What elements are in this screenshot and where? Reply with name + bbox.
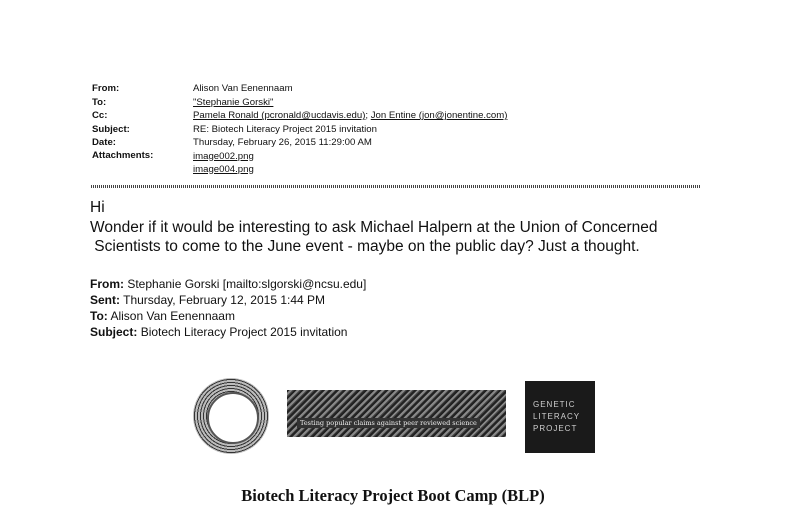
cc-link-ronald[interactable]: Pamela Ronald (pcronald@ucdavis.edu) xyxy=(193,110,366,122)
date-value: Thursday, February 26, 2015 11:29:00 AM xyxy=(193,137,372,149)
document-title: Biotech Literacy Project Boot Camp (BLP) xyxy=(241,486,545,505)
attachments-list xyxy=(193,150,254,176)
attachments-label: Attachments: xyxy=(92,149,154,161)
fwd-from-label: From: xyxy=(90,277,124,291)
fwd-from-row xyxy=(90,276,366,292)
to-value-link[interactable]: "Stephanie Gorski" xyxy=(193,96,274,108)
glp-line-3: PROJECT xyxy=(533,424,578,433)
cc-separator: ; xyxy=(365,110,369,122)
fwd-sent-value: Thursday, February 12, 2015 1:44 PM xyxy=(123,293,326,307)
header-cc-row xyxy=(92,109,507,123)
university-seal-logo xyxy=(193,378,269,454)
fwd-to-label: To: xyxy=(90,309,108,323)
header-subject-row xyxy=(92,123,507,137)
date-label: Date: xyxy=(92,137,116,149)
header-attachments-row xyxy=(92,150,507,176)
fwd-subject-row xyxy=(90,324,366,340)
header-divider xyxy=(91,185,700,188)
to-label: To: xyxy=(92,96,107,108)
genetic-literacy-project-logo xyxy=(525,381,595,453)
fwd-subject-label: Subject: xyxy=(90,325,138,339)
fwd-to-value: Alison Van Eenennaam xyxy=(110,309,235,323)
from-value: Alison Van Eenennaam xyxy=(193,83,293,95)
fwd-to-row xyxy=(90,308,366,324)
cc-label: Cc: xyxy=(92,110,108,122)
banner-caption: Testing popular claims against peer reviewed science xyxy=(297,418,480,428)
subject-label: Subject: xyxy=(92,123,130,135)
from-label: From: xyxy=(92,83,120,95)
forwarded-header xyxy=(90,276,366,340)
message-line-1: Wonder if it would be interesting to ask Michael Halpern at the Union of Concerned xyxy=(90,219,658,236)
header-to-row xyxy=(92,96,507,110)
attachment-link-2[interactable]: image004.png xyxy=(193,163,254,175)
fwd-subject-value: Biotech Literacy Project 2015 invitation xyxy=(140,325,348,339)
glp-line-1: GENETIC xyxy=(533,400,576,409)
claims-banner-logo xyxy=(287,390,506,437)
subject-value: RE: Biotech Literacy Project 2015 invitation xyxy=(193,123,377,135)
header-date-row xyxy=(92,136,507,150)
fwd-sent-label: Sent: xyxy=(90,293,120,307)
message-greeting: Hi xyxy=(90,199,105,216)
logo-strip xyxy=(0,378,802,458)
message-line-2: Scientists to come to the June event - maybe on the public day? Just a thought. xyxy=(90,238,640,255)
fwd-from-value: Stephanie Gorski [mailto:slgorski@ncsu.edu] xyxy=(127,277,367,291)
email-header xyxy=(92,82,507,176)
fwd-sent-row xyxy=(90,292,366,308)
attachment-link-1[interactable]: image002.png xyxy=(193,150,254,162)
header-from-row xyxy=(92,82,507,96)
cc-link-entine[interactable]: Jon Entine (jon@jonentine.com) xyxy=(370,110,508,122)
message-body xyxy=(90,218,658,256)
glp-line-2: LITERACY xyxy=(533,412,581,421)
